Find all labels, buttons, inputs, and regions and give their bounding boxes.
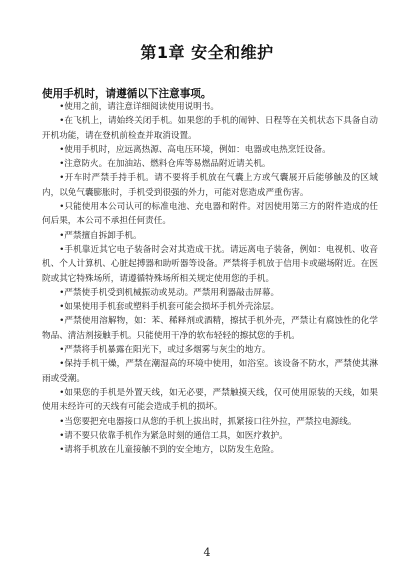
- precaution-item: •开车时严禁手持手机。请不要将手机放在气囊上方或气囊展开后能够触及的区域内，以免气囊膨胀时，手机受到很强的外力，可能对您造成严重伤害。: [42, 173, 378, 198]
- precaution-item: •严禁擅自拆卸手机。: [59, 230, 142, 241]
- precaution-item: •保持手机干燥，严禁在潮湿高的环境中使用，如浴室。该设备不防水，严禁使其淋雨或受潮。: [42, 359, 378, 384]
- precaution-item: •只能使用本公司认可的标准电池、充电器和附件。对因使用第三方的附件造成的任何后果，本公司不承担任何责任。: [42, 202, 378, 227]
- precaution-item: •手机靠近其它电子装备时会对其造成干扰。请远离电子装备，例如：电视机、收音机、个人计算机、心脏起搏器和助听器等设备。严禁将手机放于信用卡或磁场附近。在医院或其它特殊场所，请遵循特殊场所相关规定使用您的手机。: [42, 244, 378, 284]
- precaution-item: •如果使用手机套或塑料手机套可能会损坏手机外壳涂层。: [59, 302, 280, 313]
- precaution-item: •注意防火。在加油站、燃料仓库等易燃品附近请关机。: [59, 159, 271, 170]
- section-heading: 使用手机时，请遵循以下注意事项。: [42, 88, 212, 100]
- precaution-item: •使用之前，请注意详细阅读使用说明书。: [59, 102, 219, 112]
- precaution-item: •当您要把充电器接口从您的手机上拔出时，抓紧接口往外拉，严禁拉电源线。: [59, 416, 357, 427]
- page-number: 4: [203, 546, 211, 559]
- precaution-item: •请将手机放在儿童接触不到的安全地方，以防发生危险。: [59, 445, 280, 456]
- precautions-list: [42, 100, 378, 457]
- precaution-item: •严禁使手机受到机械振动或晃动。严禁用利器敲击屏幕。: [59, 287, 280, 298]
- chapter-title: 第1章 安全和维护: [140, 43, 274, 62]
- precaution-item: •在飞机上，请始终关闭手机。如果您的手机的闹钟、日程等在关机状态下具备自动开机功能，请在登机前检查并取消设置。: [42, 116, 378, 141]
- precaution-item: •使用手机时，应远离热源、高电压环境，例如：电器或电热烹饪设备。: [59, 144, 331, 155]
- precaution-item: •如果您的手机是外置天线，如无必要，严禁触摸天线，仅可使用原装的天线，如果使用未经许可的天线有可能会造成手机的损坏。: [42, 387, 378, 413]
- precaution-item: •严禁使用溶解物，如：苯、稀释剂或酒精，擦拭手机外壳，严禁让有腐蚀性的化学物品、清洁剂接触手机。只能使用干净的软布轻轻的擦拭您的手机。: [42, 316, 378, 341]
- precaution-item: •请不要只依靠手机作为紧急时刻的通信工具，如医疗救护。: [59, 430, 288, 441]
- precaution-item: •严禁将手机暴露在阳光下，或过多烟雾与灰尘的地方。: [59, 345, 271, 356]
